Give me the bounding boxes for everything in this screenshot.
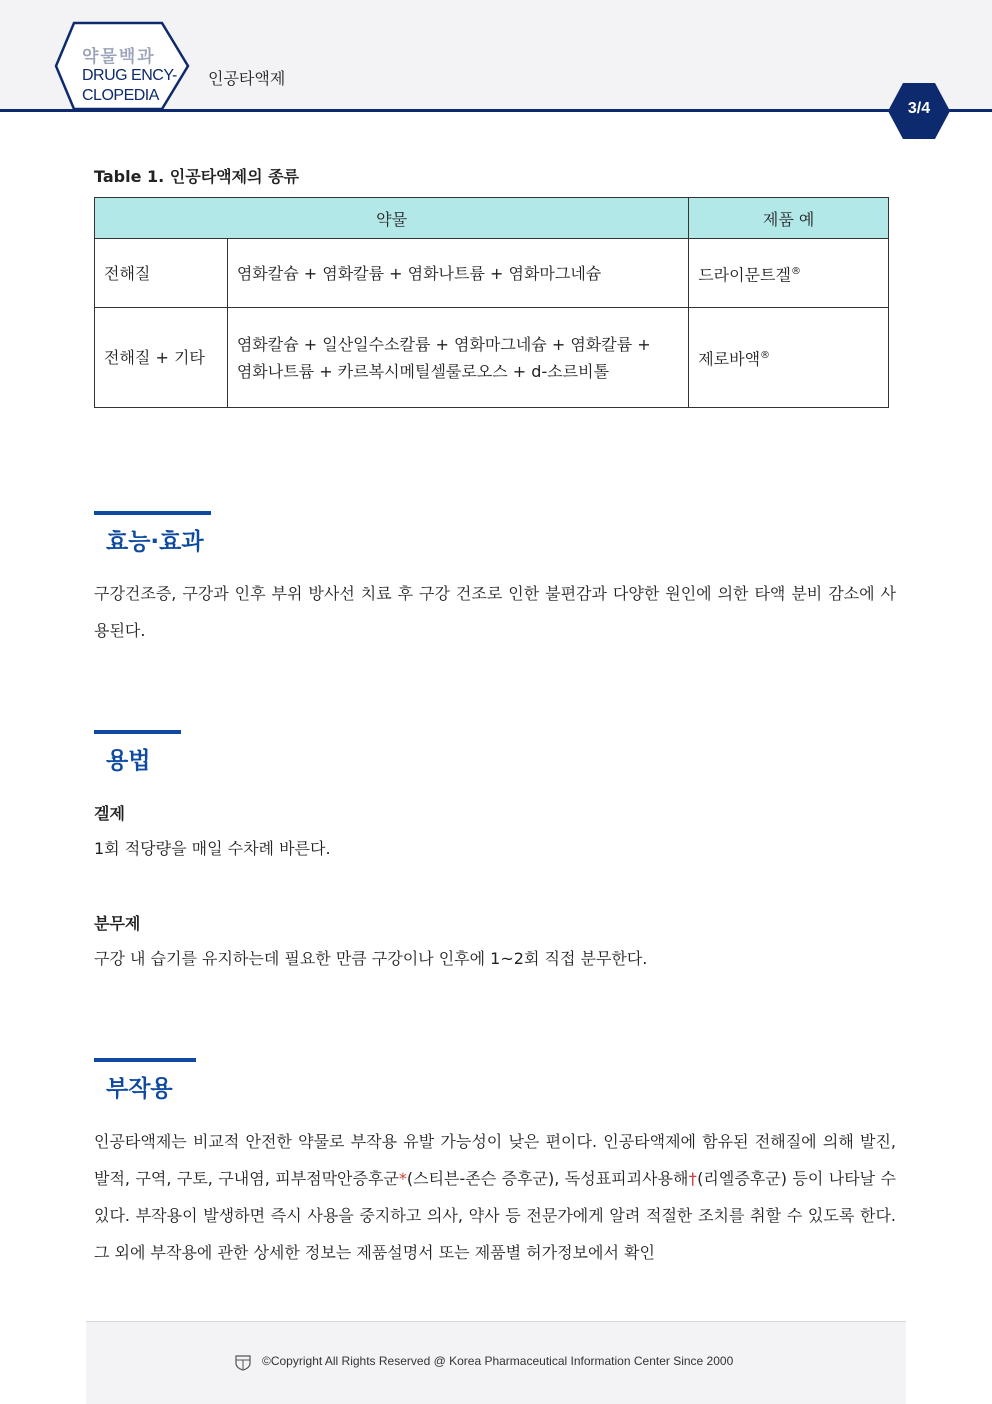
side-effects-text — [94, 1123, 896, 1271]
section-title-side-effects: 부작용 — [106, 1076, 173, 1102]
copyright-text: ©Copyright All Rights Reserved @ Korea Pharmaceutical Information Center Since 2000 — [262, 1354, 734, 1368]
spray-text: 구강 내 습기를 유지하는데 필요한 만큼 구강이나 인후에 1~2회 직접 분무한다. — [94, 949, 648, 968]
logo-english-line2: CLOPEDIA — [82, 87, 159, 104]
header-divider — [0, 109, 992, 112]
gel-text: 1회 적당량을 매일 수차례 바른다. — [94, 839, 331, 858]
table-header-row — [95, 198, 889, 239]
registered-mark: ® — [760, 350, 771, 362]
footnote-mark-dagger: † — [688, 1169, 698, 1188]
ingredients-line: 염화나트륨 + 카르복시메틸셀룰로오스 + d-소르비톨 — [236, 361, 610, 381]
product-name: 드라이문트겔 — [698, 265, 791, 285]
side-effects-part: (스티븐-존슨 증후군), 독성표피괴사용해 — [406, 1169, 689, 1188]
table-caption: Table 1. 인공타액제의 종류 — [94, 167, 300, 186]
footnote-mark-asterisk: * — [398, 1169, 407, 1188]
table-row — [95, 308, 889, 408]
header-product-example: 제품 예 — [689, 198, 889, 239]
table-row — [95, 239, 889, 308]
section-bar — [94, 1058, 196, 1062]
row-ingredients — [227, 308, 688, 408]
document-title: 인공타액제 — [208, 69, 286, 88]
shield-crest-icon — [235, 1354, 251, 1371]
section-title-efficacy: 효능·효과 — [106, 529, 204, 555]
row-category: 전해질 — [95, 239, 228, 308]
gel-subtitle: 겔제 — [94, 804, 125, 823]
section-title-usage: 용법 — [106, 748, 151, 774]
row-product — [689, 308, 889, 408]
spray-subtitle: 분무제 — [94, 914, 141, 933]
section-bar — [94, 511, 211, 515]
row-category: 전해질 + 기타 — [95, 308, 228, 408]
page-number: 3/4 — [907, 100, 931, 117]
side-effects-part: (리엘증후군) 등이 나타날 수 있다. 부작용이 발생하면 즉시 사용을 중지하고 의사, 약사 등 전문가에게 알려 적절한 조치를 취할 수 있도록 한다. 그 외에 부작용에 관한 상세한 정보는 제품설명서 또는 제품별 허가정보에서 확인 — [94, 1169, 896, 1262]
row-product — [689, 239, 889, 308]
efficacy-text: 구강건조증, 구강과 인후 부위 방사선 치료 후 구강 건조로 인한 불편감과 다양한 원인에 의한 타액 분비 감소에 사용된다. — [94, 584, 896, 640]
header-drug: 약물 — [95, 198, 689, 239]
ingredients-line: 염화칼슘 + 일산일수소칼륨 + 염화마그네슘 + 염화칼륨 + — [236, 334, 651, 354]
product-name: 제로바액 — [698, 349, 761, 369]
side-effects-part: 인공타액제는 비교적 안전한 약물로 부작용 유발 가능성이 낮은 편이다. 인공타액제에 함유된 전해질에 의해 발진, 발적, 구역, 구토, 구내염, 피부점막안증후군 — [94, 1132, 896, 1188]
logo-english-line1: DRUG ENCY- — [82, 67, 177, 84]
row-ingredients: 염화칼슘 + 염화칼륨 + 염화나트륨 + 염화마그네슘 — [227, 239, 688, 308]
section-bar — [94, 730, 181, 734]
registered-mark: ® — [790, 265, 801, 277]
logo-korean: 약물백과 — [82, 47, 156, 67]
drug-types-table — [94, 197, 889, 408]
